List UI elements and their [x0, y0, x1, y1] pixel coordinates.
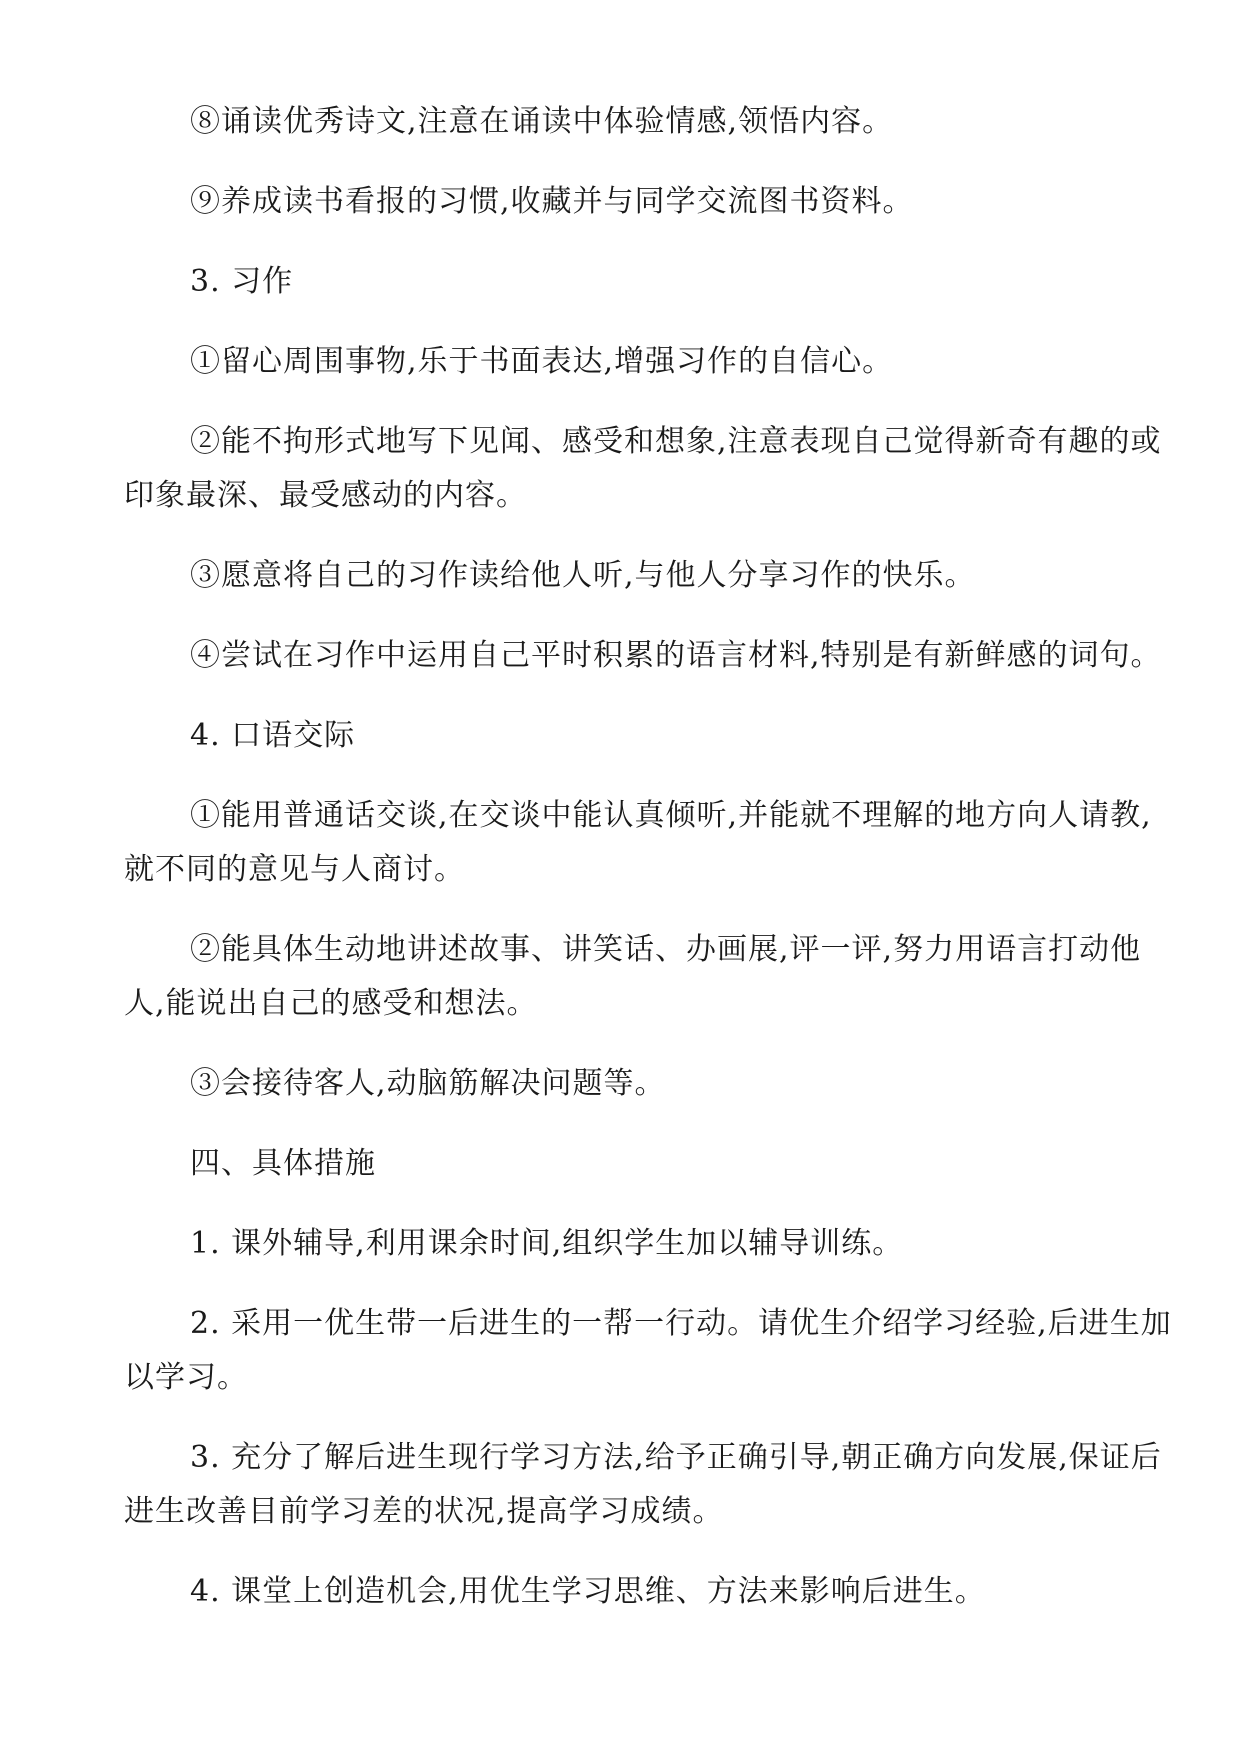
section-heading-writing: 3. 习作: [190, 264, 294, 299]
paragraph-oral-3: ③会接待客人,动脑筋解决问题等。: [190, 1066, 666, 1101]
paragraph-writing-1: ①留心周围事物,乐于书面表达,增强习作的自信心。: [190, 344, 894, 379]
paragraph-measure-3: 3. 充分了解后进生现行学习方法,给予正确引导,朝正确方向发展,保证后进生改善目前学习差的状况,提高学习成绩。: [124, 1440, 1162, 1529]
paragraph-measure-2: 2. 采用一优生带一后进生的一帮一行动。请优生介绍学习经验,后进生加以学习。: [124, 1306, 1172, 1395]
paragraph-reading-8: ⑧诵读优秀诗文,注意在诵读中体验情感,领悟内容。: [190, 104, 894, 139]
paragraph-writing-2: ②能不拘形式地写下见闻、感受和想象,注意表现自己觉得新奇有趣的或印象最深、最受感动的内容。: [124, 424, 1162, 513]
paragraph-measure-1: 1. 课外辅导,利用课余时间,组织学生加以辅导训练。: [190, 1226, 904, 1261]
section-heading-oral: 4. 口语交际: [190, 718, 356, 753]
paragraph-writing-4: ④尝试在习作中运用自己平时积累的语言材料,特别是有新鲜感的词句。: [190, 638, 1162, 673]
section-heading-measures: 四、具体措施: [190, 1146, 376, 1181]
document-body: [124, 95, 1174, 1645]
paragraph-measure-4: 4. 课堂上创造机会,用优生学习思维、方法来影响后进生。: [190, 1574, 986, 1609]
paragraph-oral-2: ②能具体生动地讲述故事、讲笑话、办画展,评一评,努力用语言打动他人,能说出自己的感受和想法。: [124, 932, 1142, 1021]
paragraph-oral-1: ①能用普通话交谈,在交谈中能认真倾听,并能就不理解的地方向人请教,就不同的意见与人商讨。: [124, 798, 1152, 887]
paragraph-reading-9: ⑨养成读书看报的习惯,收藏并与同学交流图书资料。: [190, 184, 914, 219]
paragraph-writing-3: ③愿意将自己的习作读给他人听,与他人分享习作的快乐。: [190, 558, 976, 593]
